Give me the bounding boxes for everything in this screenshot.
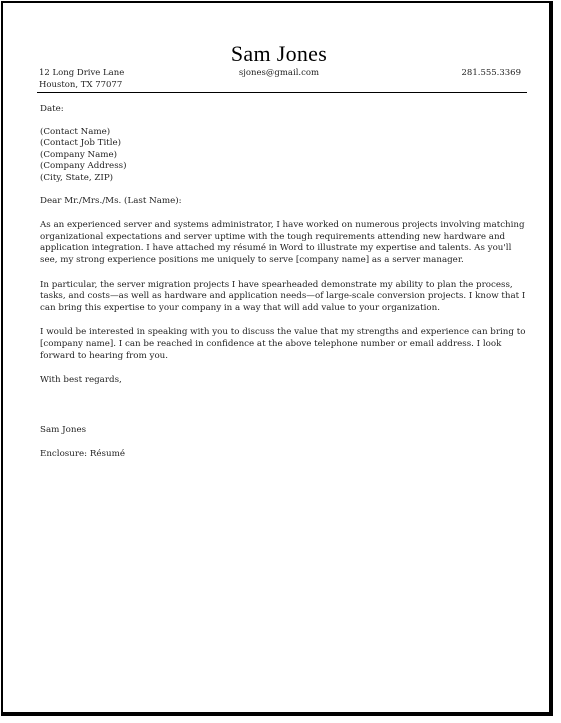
recipient-city-state-zip: (City, State, ZIP) xyxy=(40,172,114,183)
paragraph-1: As an experienced server and systems administrator, I have worked on numerous projects involving matching organizational expectations and server uptime with the tough requirements attending new hardware and application integration. I have attached my résumé in Word to illustrate my expertise and talents. As you'll see, my strong experience positions me uniquely to serve [company name] as a server manager. xyxy=(40,220,525,265)
header-divider xyxy=(37,92,527,93)
recipient-name: (Contact Name) xyxy=(40,126,111,137)
sender-phone: 281.555.3369 xyxy=(461,68,521,78)
recipient-company: (Company Name) xyxy=(40,149,118,160)
letter-page xyxy=(1,1,553,716)
paragraph-2: In particular, the server migration projects I have spearheaded demonstrate my ability to plan the process, tasks, and costs—as well as hardware and application needs—of large-scale conversion projects. I know that I can bring this expertise to your company in a way that will add value to your organization. xyxy=(40,279,526,313)
sender-name: Sam Jones xyxy=(230,41,328,66)
sender-email: sjones@gmail.com xyxy=(238,68,320,78)
recipient-title: (Contact Job Title) xyxy=(40,138,122,149)
salutation: Dear Mr./Mrs./Ms. (Last Name): xyxy=(40,195,182,206)
date-line: Date: xyxy=(40,104,64,114)
closing: With best regards, xyxy=(40,375,122,386)
paragraph-3: I would be interested in speaking with you to discuss the value that my strengths and experience can bring to [company name]. I can be reached in confidence at the above telephone number or email address. I look forward to hearing from you. xyxy=(40,327,526,361)
recipient-address: (Company Address) xyxy=(40,161,127,172)
address-line-1: 12 Long Drive Lane xyxy=(39,68,125,78)
enclosure-line: Enclosure: Résumé xyxy=(40,449,125,460)
address-line-2: Houston, TX 77077 xyxy=(39,80,123,90)
letter-body xyxy=(40,104,528,461)
signature-name: Sam Jones xyxy=(40,424,87,435)
